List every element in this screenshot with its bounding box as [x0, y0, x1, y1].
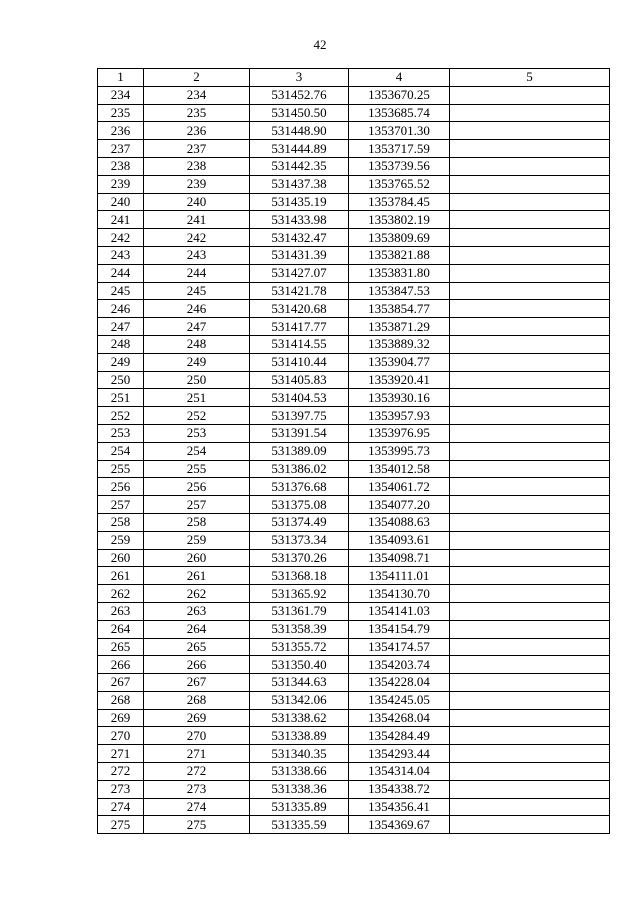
note-cell	[450, 424, 610, 442]
point-id-cell: 247	[144, 318, 250, 336]
point-id-cell: 236	[144, 122, 250, 140]
note-cell	[450, 211, 610, 229]
point-number-cell: 253	[98, 424, 144, 442]
point-number-cell: 238	[98, 157, 144, 175]
note-cell	[450, 691, 610, 709]
y-coordinate-cell: 1353831.80	[349, 264, 450, 282]
note-cell	[450, 585, 610, 603]
point-id-cell: 269	[144, 709, 250, 727]
x-coordinate-cell: 531420.68	[250, 300, 349, 318]
coordinates-table	[97, 68, 610, 834]
note-cell	[450, 763, 610, 781]
y-coordinate-cell: 1353821.88	[349, 246, 450, 264]
point-number-cell: 271	[98, 745, 144, 763]
point-number-cell: 273	[98, 780, 144, 798]
point-id-cell: 243	[144, 246, 250, 264]
note-cell	[450, 549, 610, 567]
point-number-cell: 239	[98, 175, 144, 193]
point-number-cell: 240	[98, 193, 144, 211]
x-coordinate-cell: 531365.92	[250, 585, 349, 603]
y-coordinate-cell: 1354077.20	[349, 496, 450, 514]
note-cell	[450, 371, 610, 389]
x-coordinate-cell: 531368.18	[250, 567, 349, 585]
table-row	[98, 353, 610, 371]
point-id-cell: 240	[144, 193, 250, 211]
x-coordinate-cell: 531433.98	[250, 211, 349, 229]
point-id-cell: 257	[144, 496, 250, 514]
point-id-cell: 256	[144, 478, 250, 496]
point-id-cell: 250	[144, 371, 250, 389]
point-id-cell: 242	[144, 229, 250, 247]
point-id-cell: 263	[144, 602, 250, 620]
point-number-cell: 248	[98, 335, 144, 353]
y-coordinate-cell: 1354111.01	[349, 567, 450, 585]
point-id-cell: 271	[144, 745, 250, 763]
table-row	[98, 157, 610, 175]
point-number-cell: 237	[98, 140, 144, 158]
y-coordinate-cell: 1353957.93	[349, 407, 450, 425]
table-row	[98, 674, 610, 692]
point-id-cell: 262	[144, 585, 250, 603]
point-id-cell: 246	[144, 300, 250, 318]
table-row	[98, 567, 610, 585]
table-row	[98, 140, 610, 158]
y-coordinate-cell: 1354245.05	[349, 691, 450, 709]
y-coordinate-cell: 1353784.45	[349, 193, 450, 211]
point-id-cell: 252	[144, 407, 250, 425]
table-row	[98, 460, 610, 478]
point-id-cell: 237	[144, 140, 250, 158]
point-number-cell: 234	[98, 86, 144, 104]
note-cell	[450, 175, 610, 193]
y-coordinate-cell: 1353809.69	[349, 229, 450, 247]
note-cell	[450, 300, 610, 318]
x-coordinate-cell: 531410.44	[250, 353, 349, 371]
x-coordinate-cell: 531342.06	[250, 691, 349, 709]
table-row	[98, 709, 610, 727]
y-coordinate-cell: 1354012.58	[349, 460, 450, 478]
point-number-cell: 274	[98, 798, 144, 816]
note-cell	[450, 122, 610, 140]
point-id-cell: 254	[144, 442, 250, 460]
table-row	[98, 104, 610, 122]
header-cell-5: 5	[450, 69, 610, 87]
y-coordinate-cell: 1354088.63	[349, 513, 450, 531]
x-coordinate-cell: 531355.72	[250, 638, 349, 656]
x-coordinate-cell: 531450.50	[250, 104, 349, 122]
table-row	[98, 335, 610, 353]
x-coordinate-cell: 531386.02	[250, 460, 349, 478]
y-coordinate-cell: 1353889.32	[349, 335, 450, 353]
y-coordinate-cell: 1353854.77	[349, 300, 450, 318]
point-number-cell: 251	[98, 389, 144, 407]
point-number-cell: 267	[98, 674, 144, 692]
y-coordinate-cell: 1354093.61	[349, 531, 450, 549]
point-number-cell: 254	[98, 442, 144, 460]
point-id-cell: 270	[144, 727, 250, 745]
table-row	[98, 816, 610, 834]
point-number-cell: 245	[98, 282, 144, 300]
y-coordinate-cell: 1354369.67	[349, 816, 450, 834]
note-cell	[450, 140, 610, 158]
table-row	[98, 424, 610, 442]
y-coordinate-cell: 1354293.44	[349, 745, 450, 763]
point-id-cell: 241	[144, 211, 250, 229]
y-coordinate-cell: 1353685.74	[349, 104, 450, 122]
table-row	[98, 549, 610, 567]
table-row	[98, 585, 610, 603]
table-row	[98, 780, 610, 798]
point-id-cell: 259	[144, 531, 250, 549]
point-number-cell: 242	[98, 229, 144, 247]
x-coordinate-cell: 531335.89	[250, 798, 349, 816]
note-cell	[450, 229, 610, 247]
x-coordinate-cell: 531414.55	[250, 335, 349, 353]
point-id-cell: 234	[144, 86, 250, 104]
point-number-cell: 256	[98, 478, 144, 496]
x-coordinate-cell: 531405.83	[250, 371, 349, 389]
note-cell	[450, 531, 610, 549]
note-cell	[450, 264, 610, 282]
note-cell	[450, 318, 610, 336]
point-id-cell: 239	[144, 175, 250, 193]
x-coordinate-cell: 531338.62	[250, 709, 349, 727]
note-cell	[450, 656, 610, 674]
x-coordinate-cell: 531376.68	[250, 478, 349, 496]
y-coordinate-cell: 1353976.95	[349, 424, 450, 442]
point-number-cell: 261	[98, 567, 144, 585]
x-coordinate-cell: 531375.08	[250, 496, 349, 514]
x-coordinate-cell: 531421.78	[250, 282, 349, 300]
note-cell	[450, 496, 610, 514]
note-cell	[450, 335, 610, 353]
point-id-cell: 274	[144, 798, 250, 816]
y-coordinate-cell: 1353904.77	[349, 353, 450, 371]
point-id-cell: 265	[144, 638, 250, 656]
note-cell	[450, 620, 610, 638]
note-cell	[450, 638, 610, 656]
table-row	[98, 620, 610, 638]
point-number-cell: 262	[98, 585, 144, 603]
point-number-cell: 265	[98, 638, 144, 656]
table-row	[98, 496, 610, 514]
coordinates-table-body	[98, 69, 610, 834]
note-cell	[450, 353, 610, 371]
point-number-cell: 263	[98, 602, 144, 620]
y-coordinate-cell: 1353739.56	[349, 157, 450, 175]
y-coordinate-cell: 1353920.41	[349, 371, 450, 389]
point-number-cell: 264	[98, 620, 144, 638]
point-number-cell: 241	[98, 211, 144, 229]
point-id-cell: 267	[144, 674, 250, 692]
point-id-cell: 266	[144, 656, 250, 674]
x-coordinate-cell: 531391.54	[250, 424, 349, 442]
x-coordinate-cell: 531431.39	[250, 246, 349, 264]
table-row	[98, 389, 610, 407]
note-cell	[450, 104, 610, 122]
x-coordinate-cell: 531370.26	[250, 549, 349, 567]
point-id-cell: 258	[144, 513, 250, 531]
table-row	[98, 264, 610, 282]
table-row	[98, 318, 610, 336]
y-coordinate-cell: 1353995.73	[349, 442, 450, 460]
note-cell	[450, 442, 610, 460]
table-row	[98, 193, 610, 211]
y-coordinate-cell: 1354174.57	[349, 638, 450, 656]
note-cell	[450, 246, 610, 264]
y-coordinate-cell: 1353871.29	[349, 318, 450, 336]
table-header-row	[98, 69, 610, 87]
point-id-cell: 248	[144, 335, 250, 353]
x-coordinate-cell: 531442.35	[250, 157, 349, 175]
point-number-cell: 252	[98, 407, 144, 425]
x-coordinate-cell: 531417.77	[250, 318, 349, 336]
note-cell	[450, 709, 610, 727]
table-row	[98, 531, 610, 549]
y-coordinate-cell: 1354228.04	[349, 674, 450, 692]
point-number-cell: 269	[98, 709, 144, 727]
note-cell	[450, 407, 610, 425]
table-row	[98, 282, 610, 300]
y-coordinate-cell: 1353802.19	[349, 211, 450, 229]
note-cell	[450, 816, 610, 834]
point-number-cell: 275	[98, 816, 144, 834]
header-cell-1: 1	[98, 69, 144, 87]
x-coordinate-cell: 531361.79	[250, 602, 349, 620]
point-number-cell: 235	[98, 104, 144, 122]
y-coordinate-cell: 1354284.49	[349, 727, 450, 745]
x-coordinate-cell: 531373.34	[250, 531, 349, 549]
point-id-cell: 253	[144, 424, 250, 442]
point-id-cell: 272	[144, 763, 250, 781]
y-coordinate-cell: 1354338.72	[349, 780, 450, 798]
note-cell	[450, 86, 610, 104]
table-row	[98, 122, 610, 140]
y-coordinate-cell: 1354098.71	[349, 549, 450, 567]
point-number-cell: 257	[98, 496, 144, 514]
point-id-cell: 264	[144, 620, 250, 638]
point-id-cell: 273	[144, 780, 250, 798]
table-row	[98, 86, 610, 104]
x-coordinate-cell: 531338.66	[250, 763, 349, 781]
point-number-cell: 270	[98, 727, 144, 745]
point-id-cell: 255	[144, 460, 250, 478]
point-id-cell: 245	[144, 282, 250, 300]
y-coordinate-cell: 1354130.70	[349, 585, 450, 603]
x-coordinate-cell: 531344.63	[250, 674, 349, 692]
point-number-cell: 259	[98, 531, 144, 549]
y-coordinate-cell: 1353847.53	[349, 282, 450, 300]
table-row	[98, 407, 610, 425]
page-number: 42	[313, 37, 327, 52]
x-coordinate-cell: 531452.76	[250, 86, 349, 104]
point-id-cell: 238	[144, 157, 250, 175]
x-coordinate-cell: 531437.38	[250, 175, 349, 193]
point-id-cell: 268	[144, 691, 250, 709]
y-coordinate-cell: 1354314.04	[349, 763, 450, 781]
x-coordinate-cell: 531444.89	[250, 140, 349, 158]
table-row	[98, 763, 610, 781]
table-row	[98, 602, 610, 620]
table-row	[98, 211, 610, 229]
x-coordinate-cell: 531358.39	[250, 620, 349, 638]
y-coordinate-cell: 1354154.79	[349, 620, 450, 638]
point-number-cell: 249	[98, 353, 144, 371]
table-row	[98, 727, 610, 745]
table-row	[98, 478, 610, 496]
note-cell	[450, 513, 610, 531]
y-coordinate-cell: 1354203.74	[349, 656, 450, 674]
point-number-cell: 250	[98, 371, 144, 389]
note-cell	[450, 674, 610, 692]
point-number-cell: 246	[98, 300, 144, 318]
table-row	[98, 745, 610, 763]
note-cell	[450, 389, 610, 407]
table-row	[98, 175, 610, 193]
point-number-cell: 244	[98, 264, 144, 282]
x-coordinate-cell: 531335.59	[250, 816, 349, 834]
point-id-cell: 235	[144, 104, 250, 122]
table-row	[98, 798, 610, 816]
note-cell	[450, 780, 610, 798]
y-coordinate-cell: 1353701.30	[349, 122, 450, 140]
table-row	[98, 691, 610, 709]
point-number-cell: 268	[98, 691, 144, 709]
y-coordinate-cell: 1354061.72	[349, 478, 450, 496]
x-coordinate-cell: 531338.36	[250, 780, 349, 798]
note-cell	[450, 460, 610, 478]
x-coordinate-cell: 531389.09	[250, 442, 349, 460]
table-row	[98, 442, 610, 460]
note-cell	[450, 727, 610, 745]
table-row	[98, 656, 610, 674]
point-number-cell: 272	[98, 763, 144, 781]
x-coordinate-cell: 531340.35	[250, 745, 349, 763]
note-cell	[450, 602, 610, 620]
table-row	[98, 638, 610, 656]
x-coordinate-cell: 531374.49	[250, 513, 349, 531]
point-number-cell: 266	[98, 656, 144, 674]
point-number-cell: 255	[98, 460, 144, 478]
point-id-cell: 249	[144, 353, 250, 371]
note-cell	[450, 157, 610, 175]
table-row	[98, 300, 610, 318]
point-id-cell: 261	[144, 567, 250, 585]
note-cell	[450, 798, 610, 816]
x-coordinate-cell: 531432.47	[250, 229, 349, 247]
table-row	[98, 246, 610, 264]
x-coordinate-cell: 531350.40	[250, 656, 349, 674]
header-cell-2: 2	[144, 69, 250, 87]
point-id-cell: 251	[144, 389, 250, 407]
point-number-cell: 258	[98, 513, 144, 531]
x-coordinate-cell: 531404.53	[250, 389, 349, 407]
y-coordinate-cell: 1354356.41	[349, 798, 450, 816]
point-id-cell: 260	[144, 549, 250, 567]
point-number-cell: 236	[98, 122, 144, 140]
y-coordinate-cell: 1354268.04	[349, 709, 450, 727]
note-cell	[450, 282, 610, 300]
note-cell	[450, 567, 610, 585]
x-coordinate-cell: 531435.19	[250, 193, 349, 211]
x-coordinate-cell: 531448.90	[250, 122, 349, 140]
point-number-cell: 260	[98, 549, 144, 567]
x-coordinate-cell: 531338.89	[250, 727, 349, 745]
y-coordinate-cell: 1353930.16	[349, 389, 450, 407]
y-coordinate-cell: 1353670.25	[349, 86, 450, 104]
y-coordinate-cell: 1353765.52	[349, 175, 450, 193]
y-coordinate-cell: 1354141.03	[349, 602, 450, 620]
table-row	[98, 229, 610, 247]
point-number-cell: 243	[98, 246, 144, 264]
x-coordinate-cell: 531397.75	[250, 407, 349, 425]
point-id-cell: 275	[144, 816, 250, 834]
note-cell	[450, 745, 610, 763]
table-row	[98, 371, 610, 389]
header-cell-3: 3	[250, 69, 349, 87]
note-cell	[450, 478, 610, 496]
point-id-cell: 244	[144, 264, 250, 282]
point-number-cell: 247	[98, 318, 144, 336]
y-coordinate-cell: 1353717.59	[349, 140, 450, 158]
table-row	[98, 513, 610, 531]
note-cell	[450, 193, 610, 211]
x-coordinate-cell: 531427.07	[250, 264, 349, 282]
header-cell-4: 4	[349, 69, 450, 87]
